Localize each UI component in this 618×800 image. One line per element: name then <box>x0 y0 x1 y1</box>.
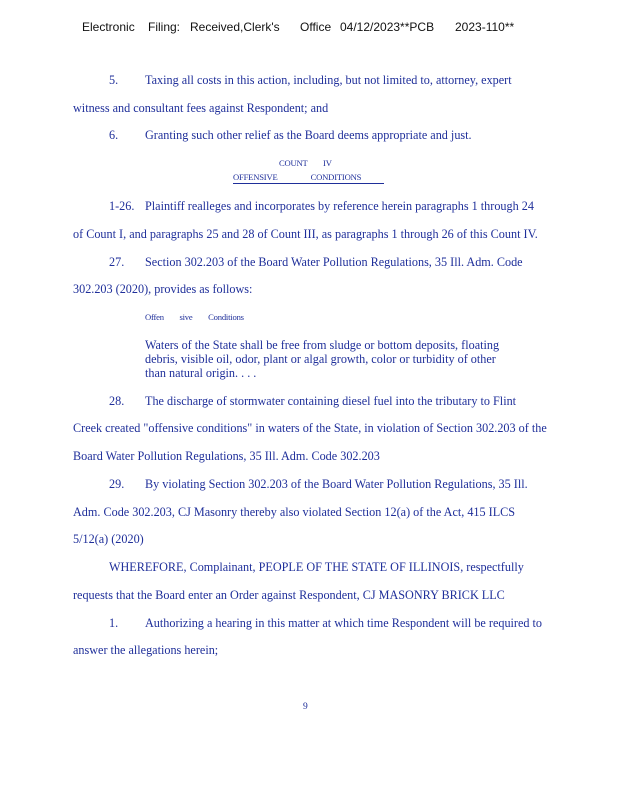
header-case: 2023-110** <box>455 20 515 34</box>
wherefore-line-1: WHEREFORE, Complainant, PEOPLE OF THE STATE OF ILLINOIS, respectfully <box>109 560 524 574</box>
para-28-line-1: The discharge of stormwater containing diesel fuel into the tributary to Flint <box>145 394 517 408</box>
para-29-number: 29. <box>109 477 125 491</box>
para-5-number: 5. <box>109 73 119 87</box>
para-28-line-3: Board Water Pollution Regulations, 35 Ill. Adm. Code 302.203 <box>73 449 380 463</box>
prayer-1-line-1: Authorizing a hearing in this matter at which time Respondent will be required to <box>145 616 543 630</box>
para-1-26-line-2: of Count I, and paragraphs 25 and 28 of Count III, as paragraphs 1 through 26 of this Count IV. <box>73 227 538 241</box>
para-28-line-2: Creek created "offensive conditions" in waters of the State, in violation of Section 302.203 of the <box>73 421 547 435</box>
para-27-line-1: Section 302.203 of the Board Water Pollution Regulations, 35 Ill. Adm. Code <box>145 255 523 269</box>
count-heading-underline <box>233 183 384 184</box>
page-number: 9 <box>303 702 308 712</box>
wherefore-line-2: requests that the Board enter an Order against Respondent, CJ MASONRY BRICK LLC <box>73 588 505 602</box>
quote-line-1: Waters of the State shall be free from sludge or bottom deposits, floating <box>145 338 500 352</box>
para-6-number: 6. <box>109 128 119 142</box>
para-6-line-1: Granting such other relief as the Board deems appropriate and just. <box>145 128 472 142</box>
para-1-26-line-1: Plaintiff realleges and incorporates by reference herein paragraphs 1 through 24 <box>145 199 534 213</box>
para-27-number: 27. <box>109 255 125 269</box>
para-5-line-1: Taxing all costs in this action, including, but not limited to, attorney, expert <box>145 73 512 87</box>
para-29-line-3: 5/12(a) (2020) <box>73 532 144 546</box>
para-29-line-1: By violating Section 302.203 of the Board Water Pollution Regulations, 35 Ill. <box>145 477 528 491</box>
quote-line-2: debris, visible oil, odor, plant or algal growth, color or turbidity of other <box>145 352 496 366</box>
para-29-line-2: Adm. Code 302.203, CJ Masonry thereby also violated Section 12(a) of the Act, 415 ILCS <box>73 505 516 519</box>
header-date: 04/12/2023**PCB <box>340 20 435 34</box>
count-heading-number: COUNT IV <box>279 158 332 168</box>
header-filing: Filing: <box>148 20 181 34</box>
header-electronic: Electronic <box>82 20 135 34</box>
para-1-26-number: 1-26. <box>109 199 135 213</box>
count-heading-title: OFFENSIVE CONDITIONS <box>233 172 362 182</box>
header-received: Received,Clerk's <box>190 20 280 34</box>
quote-heading: Offen sive Conditions <box>145 312 244 322</box>
quote-line-3: than natural origin. . . . <box>145 366 257 380</box>
prayer-1-number: 1. <box>109 616 119 630</box>
para-28-number: 28. <box>109 394 125 408</box>
para-5-line-2: witness and consultant fees against Respondent; and <box>73 101 329 115</box>
header-office: Office <box>300 20 332 34</box>
para-27-line-2: 302.203 (2020), provides as follows: <box>73 282 253 296</box>
prayer-1-line-2: answer the allegations herein; <box>73 643 219 657</box>
